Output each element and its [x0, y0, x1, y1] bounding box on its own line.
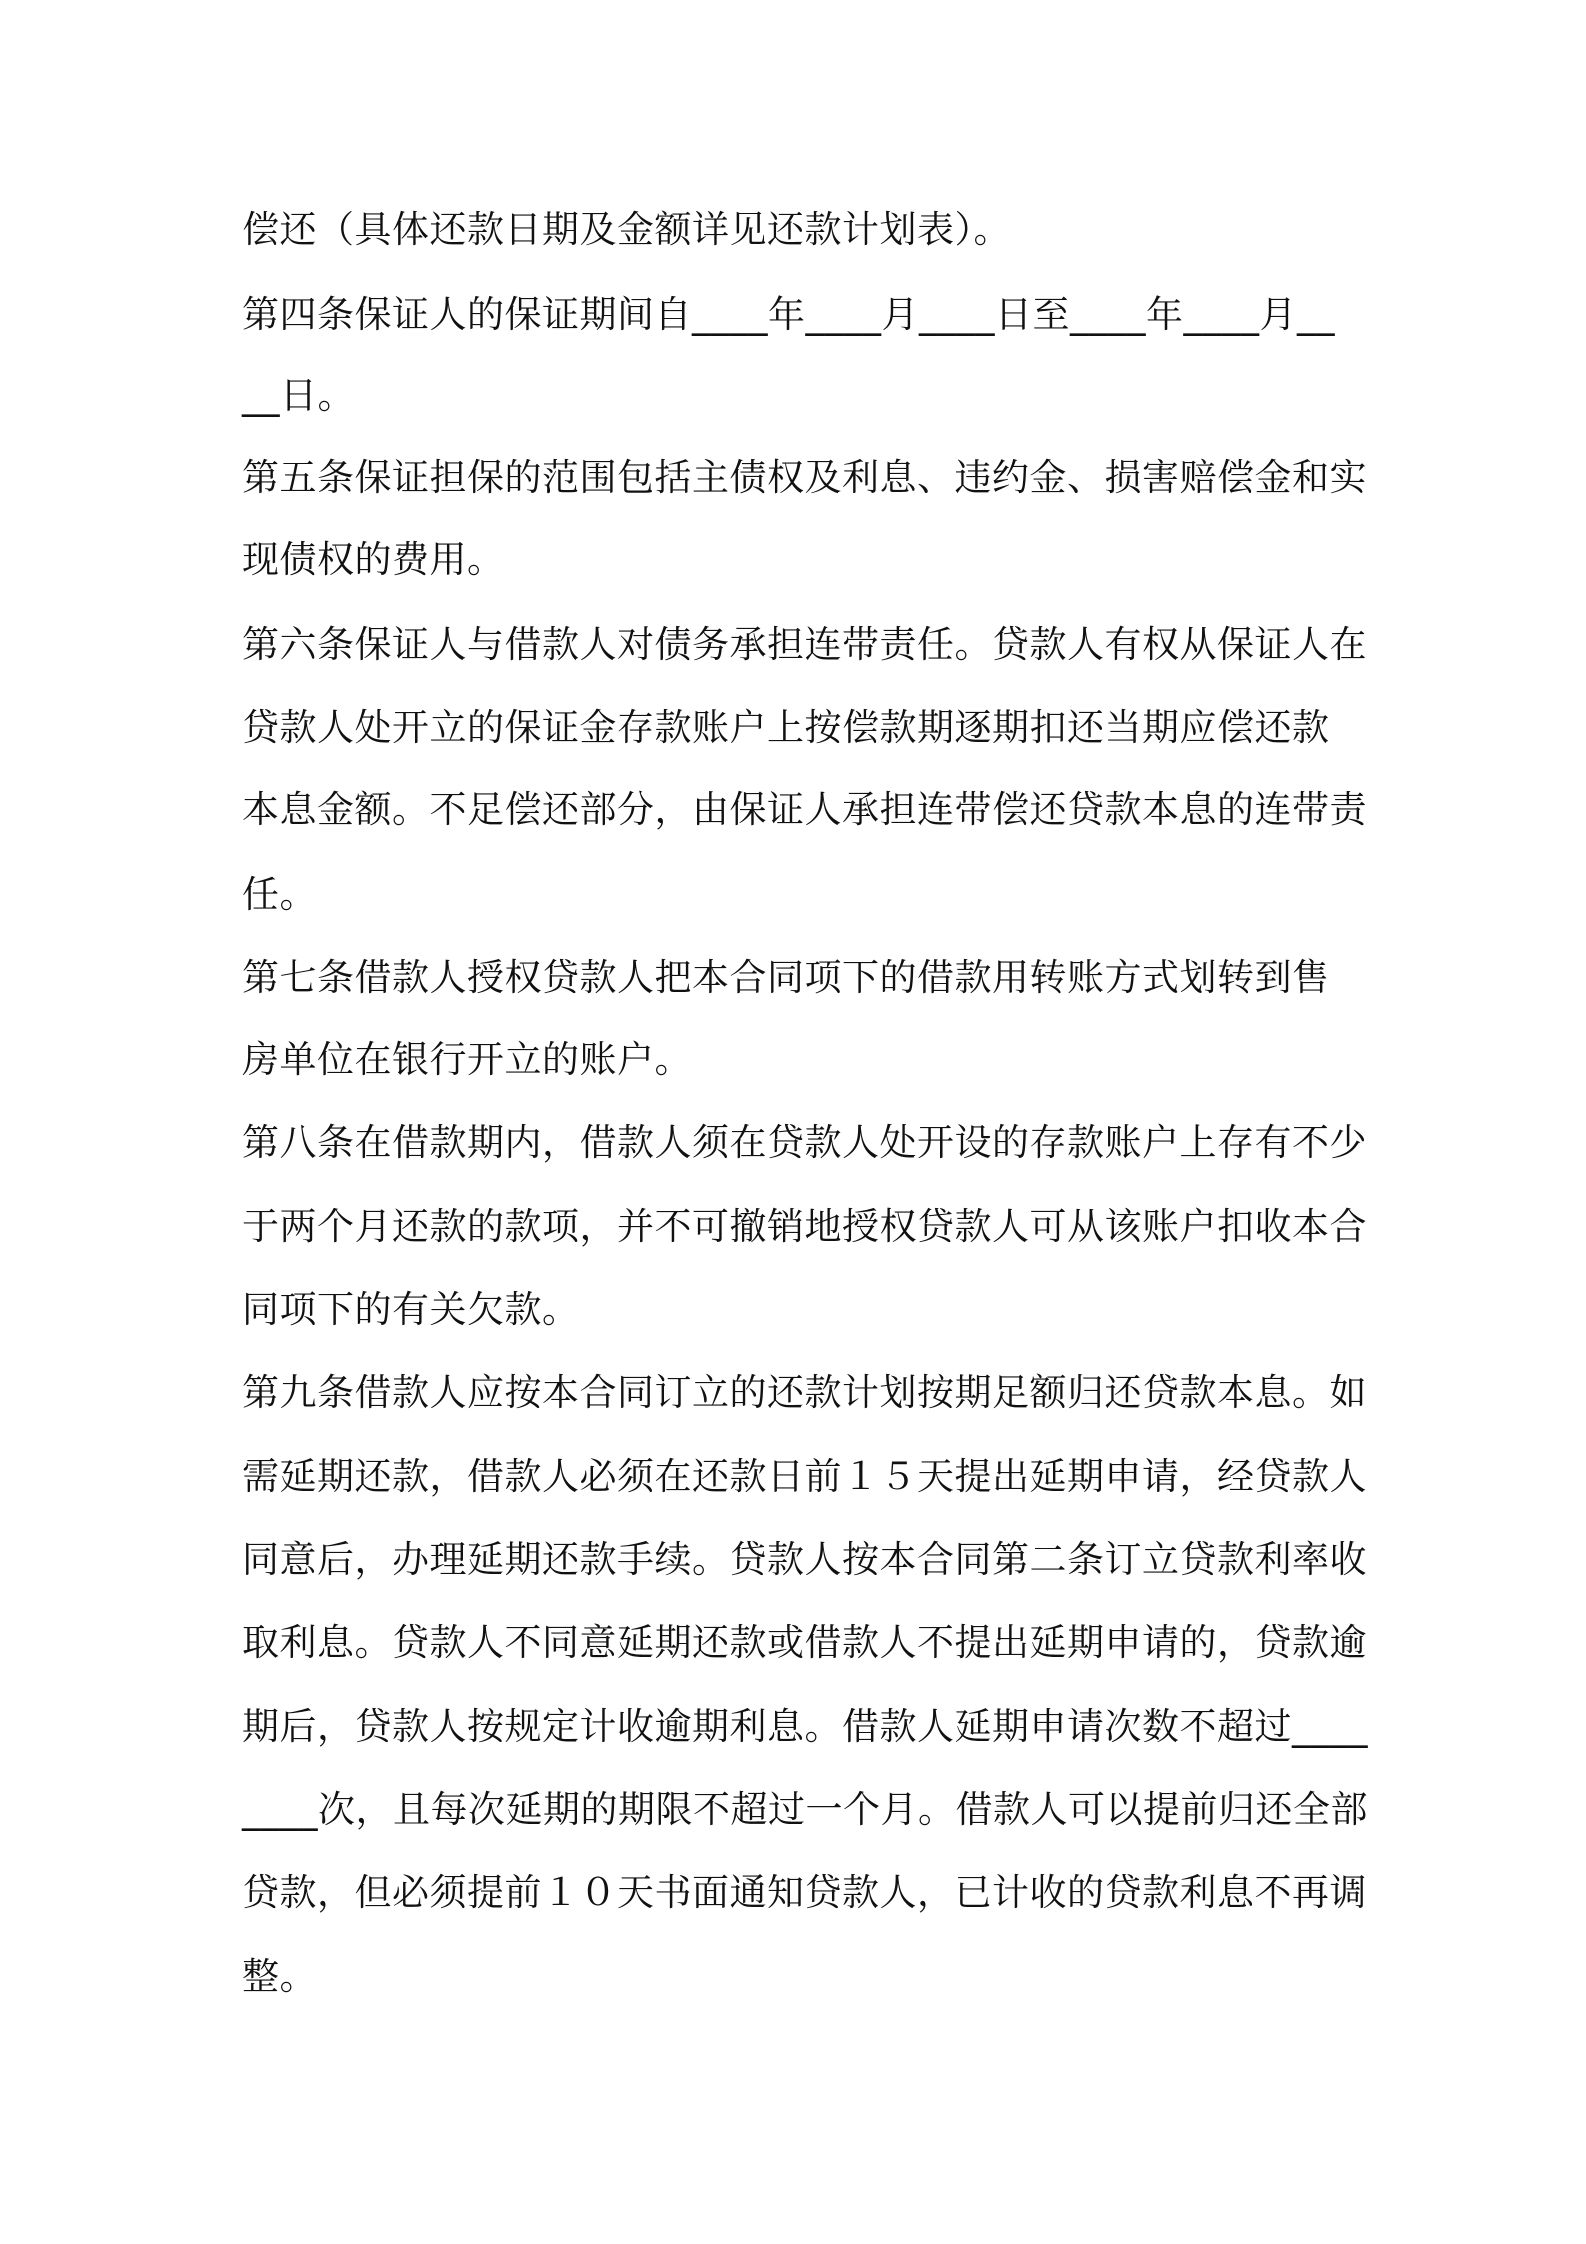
text-line: 需延期还款，借款人必须在还款日前１５天提出延期申请，经贷款人 [242, 1455, 1367, 1498]
text-line: 期后，贷款人按规定计收逾期利息。借款人延期申请次数不超过____ [242, 1705, 1368, 1748]
text-line: 第八条在借款期内，借款人须在贷款人处开设的存款账户上存有不少 [242, 1121, 1367, 1164]
text-line: 同项下的有关欠款。 [242, 1288, 580, 1331]
text-line: 整。 [242, 1955, 317, 1998]
text-line: 贷款，但必须提前１０天书面通知贷款人，已计收的贷款利息不再调 [242, 1871, 1367, 1914]
text-line: 任。 [242, 873, 317, 916]
text-line: 贷款人处开立的保证金存款账户上按偿款期逐期扣还当期应偿还款 [242, 706, 1330, 749]
text-line: 于两个月还款的款项，并不可撤销地授权贷款人可从该账户扣收本合 [242, 1205, 1367, 1248]
text-line: 取利息。贷款人不同意延期还款或借款人不提出延期申请的，贷款逾 [242, 1621, 1367, 1664]
text-line: 现债权的费用。 [242, 538, 505, 581]
text-line: 同意后，办理延期还款手续。贷款人按本合同第二条订立贷款利率收 [242, 1538, 1367, 1581]
text-line: 第五条保证担保的范围包括主债权及利息、违约金、损害赔偿金和实 [242, 456, 1367, 499]
text-line: 第四条保证人的保证期间自____年____月____日至____年____月__ [242, 293, 1335, 336]
text-line: 本息金额。不足偿还部分，由保证人承担连带偿还贷款本息的连带责 [242, 788, 1367, 831]
text-line: ____次，且每次延期的期限不超过一个月。借款人可以提前归还全部 [242, 1788, 1368, 1831]
text-line: 第六条保证人与借款人对债务承担连带责任。贷款人有权从保证人在 [242, 623, 1367, 666]
text-line: 房单位在银行开立的账户。 [242, 1038, 692, 1081]
text-line: 偿还（具体还款日期及金额详见还款计划表）。 [242, 208, 1011, 251]
text-line: 第七条借款人授权贷款人把本合同项下的借款用转账方式划转到售 [242, 956, 1330, 999]
text-line: __日。 [242, 374, 355, 417]
text-line: 第九条借款人应按本合同订立的还款计划按期足额归还贷款本息。如 [242, 1371, 1367, 1414]
